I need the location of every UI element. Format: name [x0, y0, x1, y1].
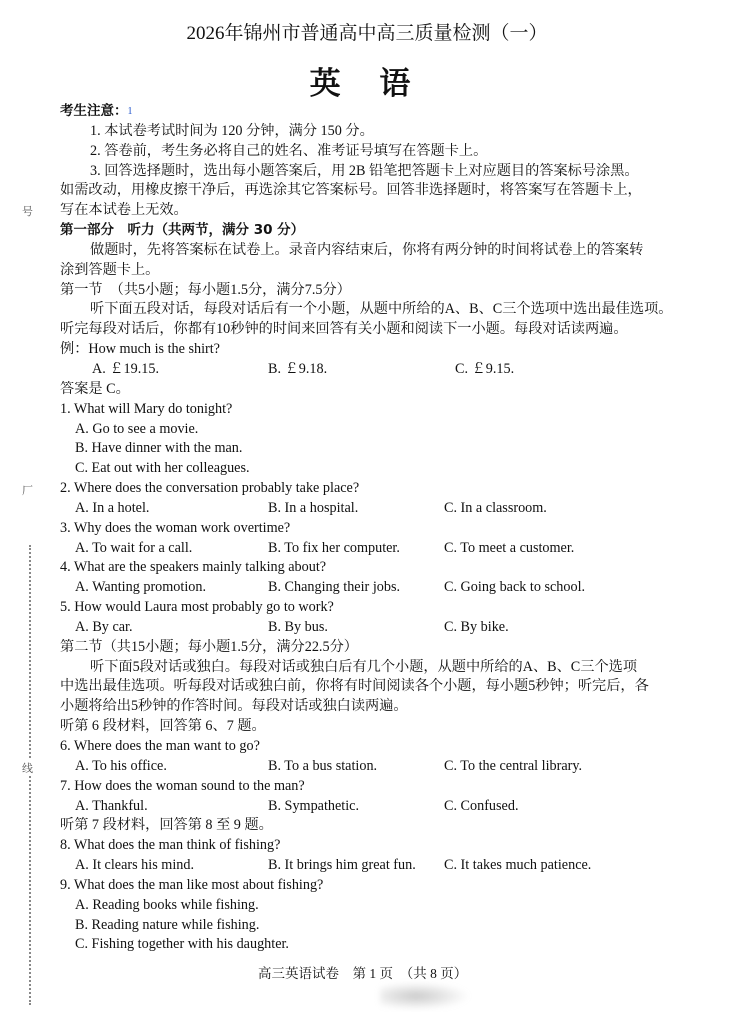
notice-marker: 1 [127, 106, 133, 117]
option: B. In a hospital. [268, 499, 359, 516]
option: C. ￡9.15. [455, 360, 515, 377]
material-instruction: 听第 7 段材料，回答第 8 至 9 题。 [60, 817, 273, 834]
options-row [60, 797, 680, 817]
example-options [60, 360, 680, 380]
option: A. Thankful. [75, 797, 148, 814]
question-text: 3. Why does the woman work overtime? [60, 519, 291, 536]
option: B. It brings him great fun. [268, 857, 416, 874]
option: A. To wait for a call. [75, 539, 193, 556]
option: C. To meet a customer. [444, 539, 575, 556]
section1-intro: 听完每段对话后，你都有10秒钟的时间来回答有关小题和阅读下一小题。每段对话读两遍。 [60, 321, 628, 338]
option: B. ￡9.18. [268, 360, 328, 377]
part1-intro: 做题时，先将答案标在试卷上。录音内容结束后，你将有两分钟的时间将试卷上的答案转 [90, 241, 644, 258]
question-text: 8. What does the man think of fishing? [60, 837, 281, 854]
option: A. Go to see a movie. [75, 420, 199, 437]
section2-intro: 听下面5段对话或独白。每段对话或独白后有几个小题，从题中所给的A、B、C三个选项 [90, 658, 638, 675]
notice-heading: 考生注意： [60, 103, 128, 119]
question-text: 4. What are the speakers mainly talking about? [60, 559, 327, 576]
margin-mark: 线 [22, 760, 33, 776]
options-row [60, 578, 680, 598]
option: A. It clears his mind. [75, 857, 194, 874]
option: C. In a classroom. [444, 499, 547, 516]
options-row [60, 499, 680, 519]
question-text: 6. Where does the man want to go? [60, 738, 260, 754]
section2-intro: 中选出最佳选项。听每段对话或独白前，你将有时间阅读各个小题，每小题5秒钟；听完后，各 [60, 678, 649, 695]
options-row [60, 856, 680, 876]
option: C. Confused. [444, 797, 519, 814]
notice-item: 如需改动，用橡皮擦干净后，再选涂其它答案标号。回答非选择题时，将答案写在答题卡上， [60, 182, 642, 199]
margin-mark: 厂 [22, 485, 33, 497]
notice-item: 1. 本试卷考试时间为 120 分钟，满分 150 分。 [90, 122, 374, 139]
question-text: 5. How would Laura most probably go to work? [60, 599, 334, 616]
section1-intro: 听下面五段对话，每段对话后有一个小题，从题中所给的A、B、C三个选项中选出最佳选项。 [90, 301, 673, 318]
exam-title: 2026年锦州市普通高中高三质量检测（一） [186, 23, 548, 44]
option: A. Reading books while fishing. [75, 896, 259, 913]
question-text: 7. How does the woman sound to the man? [60, 777, 305, 794]
options-row [60, 757, 680, 777]
notice-item: 2. 答卷前，考生务必将自己的姓名、准考证号填写在答题卡上。 [90, 142, 488, 159]
example-answer: 答案是 C。 [60, 380, 130, 397]
part1-heading: 第一部分 听力（共两节，满分 30 分） [60, 222, 305, 239]
question-text: 2. Where does the conversation probably take place? [60, 480, 360, 497]
option: B. To a bus station. [268, 757, 378, 774]
question-text: 1. What will Mary do tonight? [60, 400, 233, 417]
notice-item: 写在本试卷上无效。 [60, 202, 188, 219]
option: B. Changing their jobs. [268, 579, 401, 596]
option: A. To his office. [75, 757, 167, 774]
blur-smudge [380, 982, 470, 1010]
option: C. Fishing together with his daughter. [75, 936, 289, 953]
option: B. Reading nature while fishing. [75, 916, 260, 933]
exam-body [60, 102, 680, 955]
option: A. Wanting promotion. [75, 579, 207, 596]
section2-heading: 第二节（共15小题；每小题1.5分，满分22.5分） [60, 638, 358, 655]
option: C. It takes much patience. [444, 857, 592, 874]
option: B. By bus. [268, 618, 328, 635]
option: C. By bike. [444, 618, 509, 635]
page-footer: 高三英语试卷 第 1 页 （共 8 页） [258, 966, 468, 981]
option: C. To the central library. [444, 757, 583, 774]
option: B. To fix her computer. [268, 539, 400, 556]
margin-mark: 号 [22, 206, 33, 218]
question-text: 9. What does the man like most about fishing? [60, 876, 324, 893]
options-row [60, 539, 680, 559]
notice-item: 3. 回答选择题时，选出每小题答案后，用 2B 铅笔把答题卡上对应题目的答案标号涂黑。 [90, 162, 639, 179]
option: C. Going back to school. [444, 579, 586, 596]
section1-heading: 第一节 （共5小题；每小题1.5分，满分7.5分） [60, 281, 351, 298]
subject-title: 英 语 [309, 66, 425, 102]
option: A. ￡19.15. [92, 360, 159, 377]
section2-intro: 小题将给出5秒钟的作答时间。每段对话或独白读两遍。 [60, 698, 408, 715]
option: C. Eat out with her colleagues. [75, 460, 250, 477]
option: B. Sympathetic. [268, 797, 360, 814]
options-row [60, 618, 680, 638]
example-question: 例：How much is the shirt? [60, 341, 220, 358]
material-instruction: 听第 6 段材料，回答第 6、7 题。 [60, 718, 266, 735]
part1-intro: 涂到答题卡上。 [60, 261, 160, 278]
option: A. In a hotel. [75, 499, 150, 516]
option: A. By car. [75, 618, 133, 635]
option: B. Have dinner with the man. [75, 440, 243, 457]
